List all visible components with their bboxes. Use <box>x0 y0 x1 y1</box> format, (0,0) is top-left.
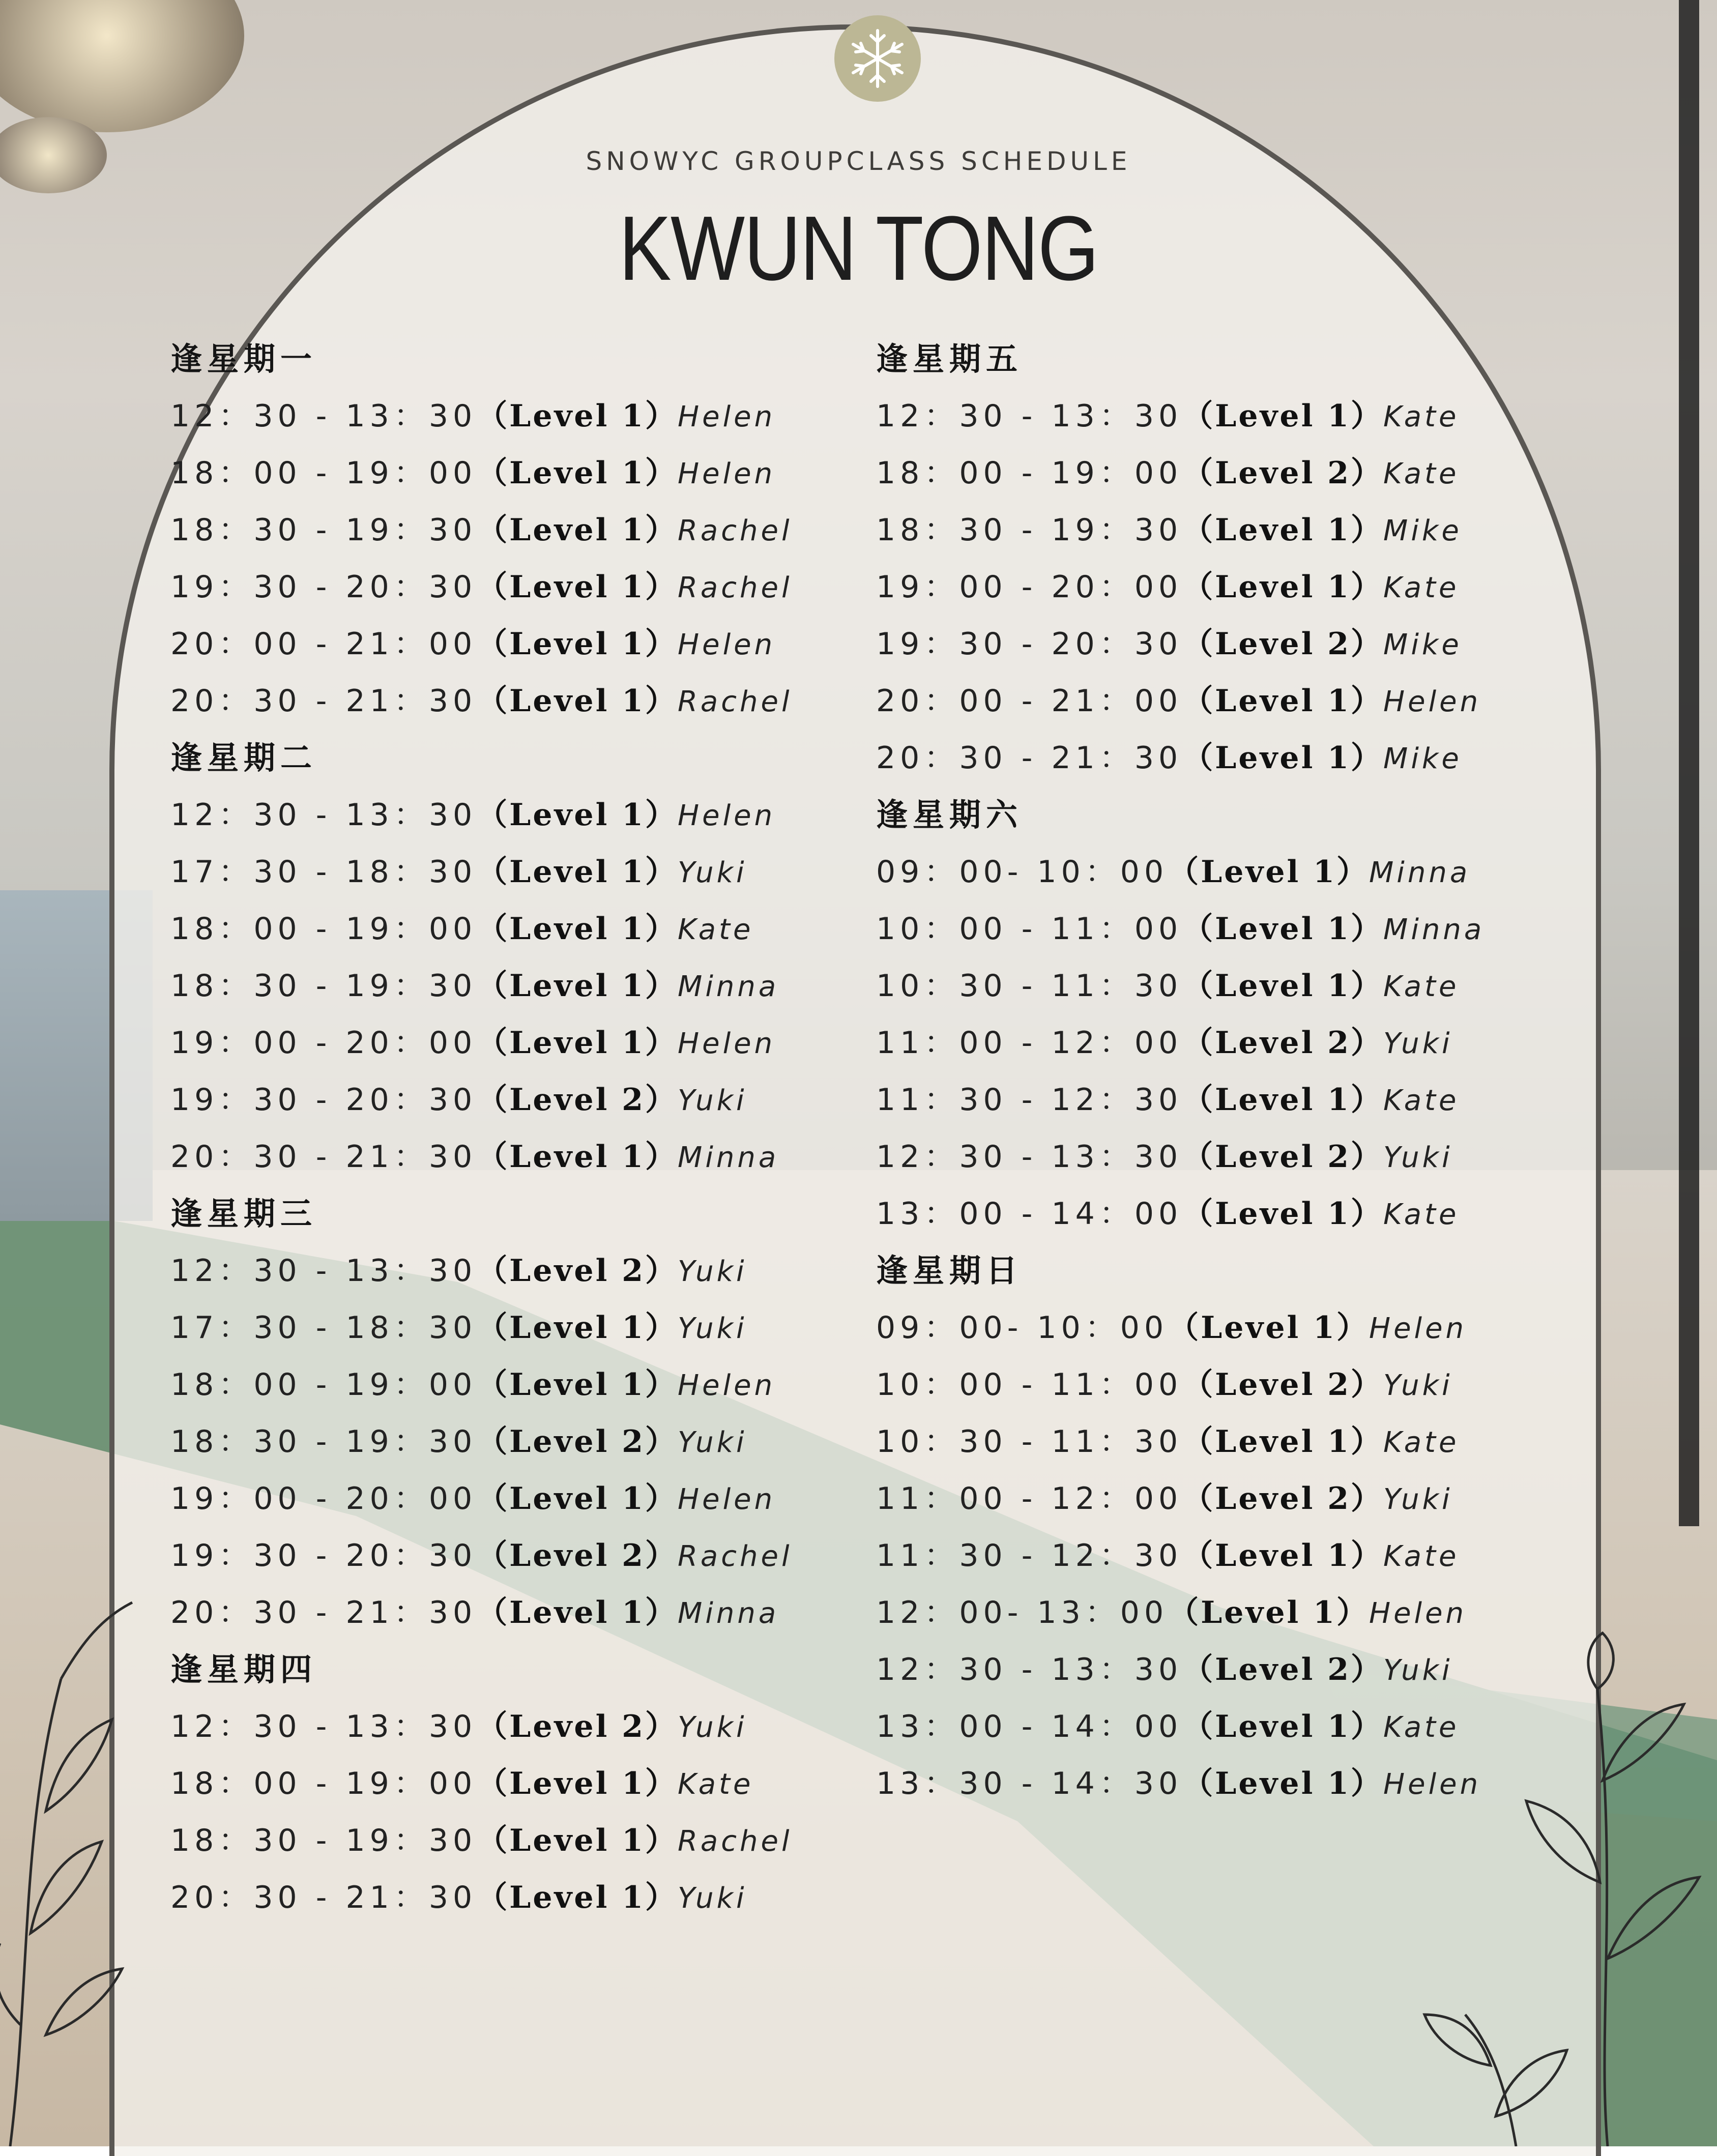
class-time: 12：30 - 13：30 <box>170 1253 477 1289</box>
class-time: 19：00 - 20：00 <box>876 569 1183 605</box>
class-time: 18：30 - 19：30 <box>170 512 477 548</box>
coach-name: Yuki <box>678 1312 747 1345</box>
class-time: 13：30 - 14：30 <box>876 1766 1183 1801</box>
class-time: 18：30 - 19：30 <box>170 968 477 1004</box>
coach-name: Yuki <box>1383 1483 1453 1516</box>
class-row <box>876 1185 1485 1242</box>
leaf-illustration-left-icon <box>0 1526 163 2146</box>
coach-name: Minna <box>1369 856 1471 889</box>
class-row <box>170 843 793 900</box>
class-row <box>876 1584 1485 1641</box>
coach-name: Helen <box>678 1369 776 1402</box>
coach-name: Yuki <box>1383 1141 1453 1174</box>
class-level: （Level 1） <box>477 455 678 491</box>
coach-name: Kate <box>1383 970 1460 1003</box>
schedule-column-right <box>876 331 1485 1812</box>
class-time: 12：30 - 13：30 <box>876 1652 1183 1687</box>
day-heading: 逢星期六 <box>876 796 1023 833</box>
class-level: （Level 1） <box>477 911 678 947</box>
class-level: （Level 1） <box>477 968 678 1004</box>
coach-name: Mike <box>1383 742 1462 775</box>
class-row <box>876 1299 1485 1356</box>
class-time: 12：30 - 13：30 <box>170 797 477 833</box>
class-time: 13：00 - 14：00 <box>876 1196 1183 1232</box>
coach-name: Kate <box>1383 457 1460 490</box>
class-row <box>876 957 1485 1014</box>
class-row <box>170 1698 793 1755</box>
coach-name: Yuki <box>678 1426 747 1459</box>
class-row <box>170 1071 793 1128</box>
class-row <box>876 445 1485 502</box>
class-row <box>170 388 793 445</box>
coach-name: Kate <box>678 913 754 946</box>
coach-name: Minna <box>1383 913 1485 946</box>
snowflake-logo-icon <box>834 15 921 102</box>
class-time: 12：30 - 13：30 <box>876 1139 1183 1175</box>
coach-name: Helen <box>678 1483 776 1516</box>
class-level: （Level 1） <box>477 1595 678 1630</box>
class-row <box>876 1014 1485 1071</box>
class-level: （Level 1） <box>477 1367 678 1403</box>
coach-name: Kate <box>1383 571 1460 604</box>
class-time: 18：00 - 19：00 <box>876 455 1183 491</box>
class-level: （Level 1） <box>477 1025 678 1061</box>
coach-name: Kate <box>1383 400 1460 433</box>
class-time: 19：00 - 20：00 <box>170 1025 477 1061</box>
schedule-subtitle: SNOWYC GROUPCLASS SCHEDULE <box>586 147 1131 176</box>
class-row <box>876 1470 1485 1527</box>
brand-logo <box>834 15 921 102</box>
class-level: （Level 2） <box>1182 1025 1384 1061</box>
class-time: 12：30 - 13：30 <box>170 398 477 434</box>
class-level: （Level 1） <box>1182 911 1384 947</box>
coach-name: Helen <box>1383 685 1481 718</box>
leaf-illustration-right-icon <box>1414 1628 1717 2146</box>
coach-name: Kate <box>1383 1711 1460 1744</box>
class-time: 18：30 - 19：30 <box>876 512 1183 548</box>
class-row <box>876 616 1485 673</box>
class-level: （Level 2） <box>1182 1367 1384 1403</box>
class-row <box>876 673 1485 730</box>
coach-name: Minna <box>678 1141 779 1174</box>
class-level: （Level 1） <box>1182 569 1384 605</box>
class-row <box>170 1014 793 1071</box>
coach-name: Helen <box>678 799 776 832</box>
class-time: 20：30 - 21：30 <box>170 1595 477 1630</box>
class-time: 20：00 - 21：00 <box>876 683 1183 719</box>
coach-name: Helen <box>1383 1768 1481 1801</box>
class-time: 20：00 - 21：00 <box>170 626 477 662</box>
coach-name: Kate <box>1383 1084 1460 1117</box>
class-level: （Level 1） <box>1182 683 1384 719</box>
class-time: 17：30 - 18：30 <box>170 854 477 890</box>
class-level: （Level 1） <box>477 1823 678 1858</box>
coach-name: Kate <box>1383 1540 1460 1573</box>
class-row <box>170 1356 793 1413</box>
class-time: 18：00 - 19：00 <box>170 455 477 491</box>
day-heading: 逢星期一 <box>170 340 317 377</box>
class-row <box>876 1128 1485 1185</box>
coach-name: Mike <box>1383 628 1462 661</box>
class-row <box>876 1356 1485 1413</box>
class-row <box>170 957 793 1014</box>
class-time: 10：30 - 11：30 <box>876 1424 1183 1460</box>
class-row <box>170 673 793 730</box>
class-time: 20：30 - 21：30 <box>170 1139 477 1175</box>
class-row <box>170 616 793 673</box>
day-heading: 逢星期五 <box>876 340 1023 377</box>
class-level: （Level 2） <box>477 1538 678 1574</box>
class-row <box>876 559 1485 616</box>
day-heading: 逢星期日 <box>876 1252 1023 1289</box>
wall-pole <box>1679 0 1699 1526</box>
class-level: （Level 2） <box>1182 626 1384 662</box>
coach-name: Helen <box>1369 1312 1467 1345</box>
coach-name: Helen <box>678 1027 776 1060</box>
class-row <box>170 1299 793 1356</box>
class-time: 12：30 - 13：30 <box>170 1709 477 1744</box>
class-level: （Level 2） <box>1182 1481 1384 1517</box>
class-row <box>876 1755 1485 1812</box>
class-level: （Level 1） <box>477 1310 678 1346</box>
class-row <box>876 843 1485 900</box>
class-time: 18：00 - 19：00 <box>170 911 477 947</box>
coach-name: Minna <box>678 970 779 1003</box>
class-row <box>170 900 793 957</box>
class-row <box>170 1755 793 1812</box>
class-time: 17：30 - 18：30 <box>170 1310 477 1346</box>
class-level: （Level 1） <box>477 398 678 434</box>
coach-name: Yuki <box>678 856 747 889</box>
class-row <box>876 1641 1485 1698</box>
class-level: （Level 1） <box>1182 398 1384 434</box>
class-level: （Level 1） <box>1182 1709 1384 1744</box>
day-heading: 逢星期三 <box>170 1195 317 1232</box>
coach-name: Helen <box>678 400 776 433</box>
class-level: （Level 1） <box>477 1481 678 1517</box>
class-time: 18：30 - 19：30 <box>170 1823 477 1858</box>
class-row <box>170 1869 793 1926</box>
class-level: （Level 2） <box>1182 1139 1384 1175</box>
class-row <box>170 1413 793 1470</box>
coach-name: Mike <box>1383 514 1462 547</box>
schedule-column-left <box>170 331 793 1926</box>
coach-name: Yuki <box>1383 1027 1453 1060</box>
class-row <box>170 1584 793 1641</box>
class-level: （Level 1） <box>477 854 678 890</box>
coach-name: Yuki <box>678 1711 747 1744</box>
coach-name: Yuki <box>1383 1369 1453 1402</box>
class-time: 12：00- 13：00 <box>876 1595 1169 1630</box>
class-level: （Level 1） <box>477 1766 678 1801</box>
class-time: 19：00 - 20：00 <box>170 1481 477 1517</box>
coach-name: Rachel <box>678 571 793 604</box>
class-level: （Level 1） <box>1168 1595 1369 1630</box>
class-time: 20：30 - 21：30 <box>170 683 477 719</box>
coach-name: Yuki <box>1383 1654 1453 1687</box>
class-time: 09：00- 10：00 <box>876 854 1169 890</box>
class-level: （Level 1） <box>1182 1082 1384 1118</box>
class-row <box>170 559 793 616</box>
class-time: 11：30 - 12：30 <box>876 1538 1183 1574</box>
class-time: 13：00 - 14：00 <box>876 1709 1183 1744</box>
coach-name: Helen <box>1369 1597 1467 1630</box>
class-row <box>876 1071 1485 1128</box>
class-row <box>170 1527 793 1584</box>
class-row <box>876 388 1485 445</box>
coach-name: Kate <box>1383 1198 1460 1231</box>
coach-name: Minna <box>678 1597 779 1630</box>
class-time: 10：30 - 11：30 <box>876 968 1183 1004</box>
class-row <box>170 502 793 559</box>
class-time: 11：00 - 12：00 <box>876 1025 1183 1061</box>
class-level: （Level 1） <box>1182 1766 1384 1801</box>
class-level: （Level 1） <box>1182 512 1384 548</box>
class-level: （Level 2） <box>477 1709 678 1744</box>
coach-name: Helen <box>678 457 776 490</box>
class-time: 20：30 - 21：30 <box>170 1880 477 1915</box>
coach-name: Yuki <box>678 1882 747 1915</box>
class-row <box>876 730 1485 786</box>
coach-name: Kate <box>678 1768 754 1801</box>
class-row <box>876 1413 1485 1470</box>
class-level: （Level 1） <box>477 626 678 662</box>
class-time: 19：30 - 20：30 <box>170 569 477 605</box>
coach-name: Rachel <box>678 1540 793 1573</box>
class-level: （Level 2） <box>477 1253 678 1289</box>
class-level: （Level 2） <box>477 1424 678 1460</box>
day-heading: 逢星期四 <box>170 1651 317 1688</box>
class-level: （Level 1） <box>477 569 678 605</box>
class-time: 19：30 - 20：30 <box>876 626 1183 662</box>
coach-name: Rachel <box>678 685 793 718</box>
class-level: （Level 1） <box>1168 1310 1369 1346</box>
coach-name: Rachel <box>678 514 793 547</box>
class-level: （Level 1） <box>477 512 678 548</box>
class-level: （Level 1） <box>1182 1424 1384 1460</box>
class-level: （Level 1） <box>477 797 678 833</box>
class-row <box>170 1242 793 1299</box>
class-row <box>170 1812 793 1869</box>
class-time: 19：30 - 20：30 <box>170 1082 477 1118</box>
class-row <box>876 502 1485 559</box>
class-level: （Level 1） <box>1182 1196 1384 1232</box>
class-level: （Level 2） <box>1182 1652 1384 1687</box>
location-title: KWUN TONG <box>619 197 1098 300</box>
class-time: 12：30 - 13：30 <box>876 398 1183 434</box>
class-time: 10：00 - 11：00 <box>876 1367 1183 1403</box>
class-level: （Level 1） <box>1168 854 1369 890</box>
class-row <box>876 900 1485 957</box>
class-level: （Level 2） <box>1182 455 1384 491</box>
class-row <box>876 1698 1485 1755</box>
class-time: 19：30 - 20：30 <box>170 1538 477 1574</box>
class-time: 09：00- 10：00 <box>876 1310 1169 1346</box>
class-row <box>170 445 793 502</box>
class-time: 11：00 - 12：00 <box>876 1481 1183 1517</box>
class-level: （Level 1） <box>1182 1538 1384 1574</box>
class-row <box>876 1527 1485 1584</box>
coach-name: Yuki <box>678 1084 747 1117</box>
coach-name: Kate <box>1383 1426 1460 1459</box>
class-level: （Level 2） <box>477 1082 678 1118</box>
day-heading: 逢星期二 <box>170 739 317 776</box>
class-time: 11：30 - 12：30 <box>876 1082 1183 1118</box>
class-row <box>170 1470 793 1527</box>
class-row <box>170 1128 793 1185</box>
coach-name: Yuki <box>678 1255 747 1288</box>
coach-name: Rachel <box>678 1825 793 1858</box>
class-level: （Level 1） <box>477 683 678 719</box>
class-time: 18：00 - 19：00 <box>170 1766 477 1801</box>
class-time: 10：00 - 11：00 <box>876 911 1183 947</box>
class-level: （Level 1） <box>477 1139 678 1175</box>
class-row <box>170 786 793 843</box>
class-time: 18：00 - 19：00 <box>170 1367 477 1403</box>
class-time: 18：30 - 19：30 <box>170 1424 477 1460</box>
class-time: 20：30 - 21：30 <box>876 740 1183 776</box>
coach-name: Helen <box>678 628 776 661</box>
class-level: （Level 1） <box>1182 740 1384 776</box>
class-level: （Level 1） <box>1182 968 1384 1004</box>
class-level: （Level 1） <box>477 1880 678 1915</box>
